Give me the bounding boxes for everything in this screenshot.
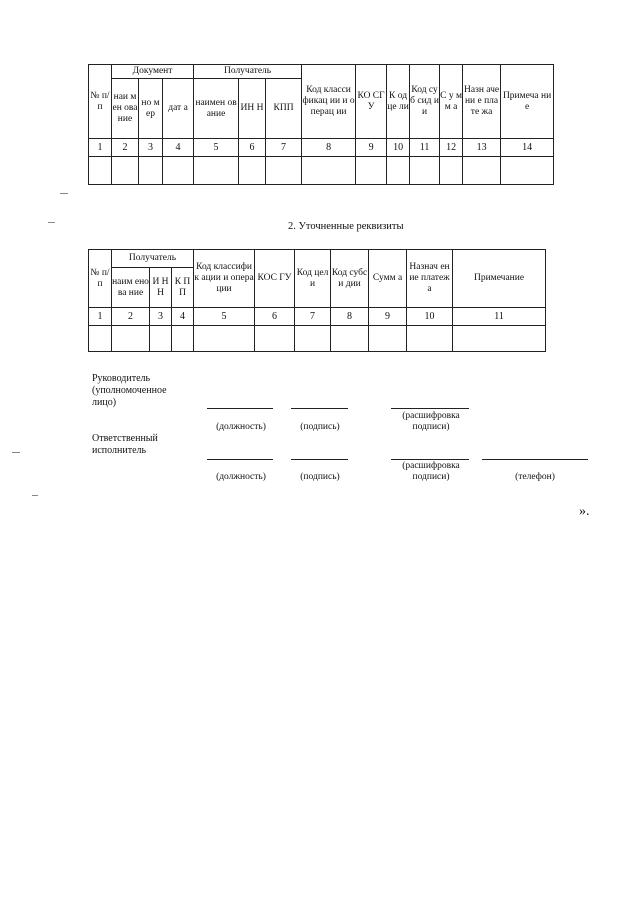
col-number: 2 (112, 139, 139, 157)
table-cell (410, 157, 440, 185)
header-payment-purpose: Назн ачени е плате жа (463, 65, 501, 139)
table-cell (194, 157, 239, 185)
col-number: 5 (194, 139, 239, 157)
header-doc-date: дат а (163, 79, 194, 139)
header-kpp: КПП (266, 79, 302, 139)
decoding-line (391, 459, 469, 460)
table-cell (239, 157, 266, 185)
table-cell (331, 326, 369, 352)
table-cell (369, 326, 407, 352)
col-number: 8 (331, 308, 369, 326)
table-cell (139, 157, 163, 185)
table-cell (463, 157, 501, 185)
phone-line (482, 459, 588, 460)
header-recipient: Получатель (194, 65, 302, 79)
col-number: 6 (239, 139, 266, 157)
header-recipient: Получатель (112, 250, 194, 268)
header-inn: И Н Н (150, 268, 172, 308)
position-caption: (должность) (216, 472, 266, 482)
col-number: 13 (463, 139, 501, 157)
header-code-classification: Код классифик ации и операции (194, 250, 255, 308)
table-cell (255, 326, 295, 352)
col-number: 12 (440, 139, 463, 157)
col-number: 10 (407, 308, 453, 326)
col-number: 4 (163, 139, 194, 157)
signature-line (291, 459, 348, 460)
table-cell (112, 157, 139, 185)
table-cell (453, 326, 546, 352)
header-sum: С у м м а (440, 65, 463, 139)
head-label: Руководитель (уполномоченное лицо) (92, 373, 167, 408)
header-sum: Сумм а (369, 250, 407, 308)
table-cell (302, 157, 356, 185)
header-recipient-name: наимен ование (194, 79, 239, 139)
col-number: 8 (302, 139, 356, 157)
scan-mark (60, 193, 68, 194)
col-number: 11 (453, 308, 546, 326)
header-no: № п/ п (89, 250, 112, 308)
table-cell (150, 326, 172, 352)
col-number: 9 (356, 139, 387, 157)
table-cell (194, 326, 255, 352)
header-code-goal: К од це ли (387, 65, 410, 139)
col-number: 5 (194, 308, 255, 326)
header-kpp: К П П (172, 268, 194, 308)
signature-line (291, 408, 348, 409)
col-number: 4 (172, 308, 194, 326)
table-cell (387, 157, 410, 185)
header-code-subsidy: Код субси дии (331, 250, 369, 308)
clarified-details-table (88, 249, 546, 352)
table-cell (266, 157, 302, 185)
position-caption: (должность) (216, 422, 266, 432)
scan-mark (32, 495, 38, 496)
executor-label: Ответственный исполнитель (92, 433, 158, 456)
scan-mark (48, 222, 55, 223)
table-cell (89, 157, 112, 185)
col-number: 1 (89, 139, 112, 157)
header-no: № п/ п (89, 65, 112, 139)
col-number: 3 (139, 139, 163, 157)
table-cell (440, 157, 463, 185)
phone-caption: (телефон) (515, 472, 555, 482)
header-code-classification: Код класси фикац ии и операц ии (302, 65, 356, 139)
decoding-caption: (расшифровка подписи) (402, 411, 460, 432)
header-doc-name: наи мен ова ние (112, 79, 139, 139)
table-cell (501, 157, 554, 185)
decoding-caption: (расшифровка подписи) (402, 461, 460, 482)
col-number: 11 (410, 139, 440, 157)
position-line (207, 408, 273, 409)
header-recipient-name: наим енова ние (112, 268, 150, 308)
col-number: 7 (266, 139, 302, 157)
signature-caption: (подпись) (300, 422, 340, 432)
col-number: 1 (89, 308, 112, 326)
col-number: 6 (255, 308, 295, 326)
table-cell (89, 326, 112, 352)
closing-quote: ». (579, 504, 590, 519)
table-cell (172, 326, 194, 352)
col-number: 3 (150, 308, 172, 326)
scan-mark (12, 452, 20, 453)
header-kosgu: КО СГ У (356, 65, 387, 139)
signature-caption: (подпись) (300, 472, 340, 482)
col-number: 10 (387, 139, 410, 157)
table-cell (163, 157, 194, 185)
header-kosgu: КОС ГУ (255, 250, 295, 308)
col-number: 14 (501, 139, 554, 157)
decoding-line (391, 408, 469, 409)
col-number: 2 (112, 308, 150, 326)
table-cell (112, 326, 150, 352)
header-document: Документ (112, 65, 194, 79)
original-details-table (88, 64, 554, 185)
table-cell (295, 326, 331, 352)
header-code-subsidy: Код суб сид ии (410, 65, 440, 139)
section-title: 2. Уточненные реквизиты (288, 221, 404, 232)
table-cell (407, 326, 453, 352)
header-note: Примеча ние (501, 65, 554, 139)
col-number: 9 (369, 308, 407, 326)
header-inn: ИН Н (239, 79, 266, 139)
col-number: 7 (295, 308, 331, 326)
header-code-goal: Код цели (295, 250, 331, 308)
header-doc-number: но м ер (139, 79, 163, 139)
header-payment-purpose: Назнач ение платеж а (407, 250, 453, 308)
table-cell (356, 157, 387, 185)
position-line (207, 459, 273, 460)
header-note: Примечание (453, 250, 546, 308)
